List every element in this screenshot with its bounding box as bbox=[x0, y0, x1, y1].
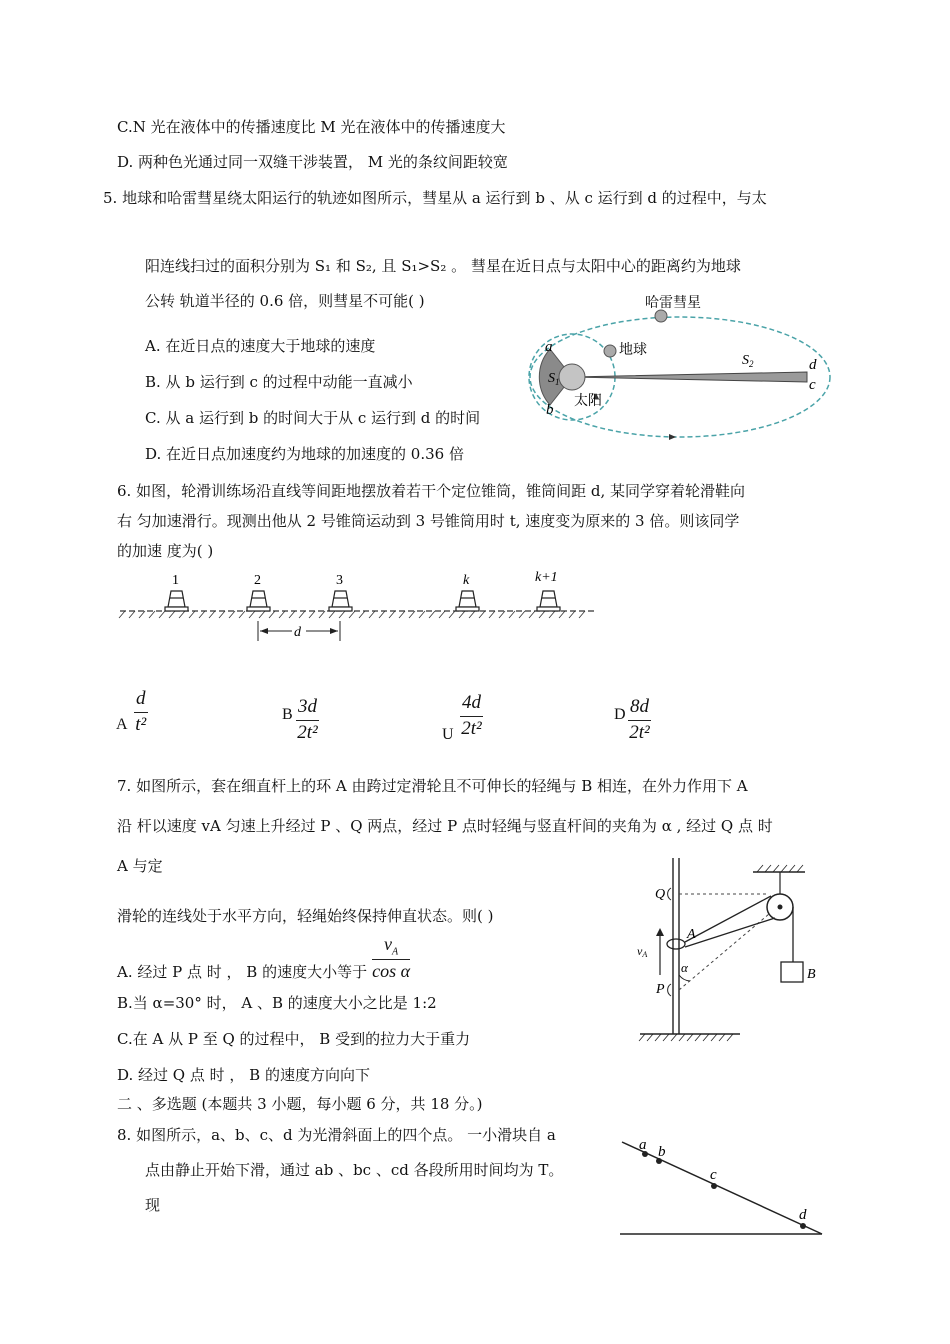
q6-cone-figure bbox=[115, 565, 600, 645]
point-d bbox=[800, 1223, 806, 1229]
cone-1 bbox=[165, 591, 188, 611]
q7-option-a-fraction bbox=[372, 934, 410, 982]
block-b bbox=[781, 962, 803, 982]
point-d-label: d bbox=[809, 357, 817, 373]
d-arrow-right-icon bbox=[330, 628, 338, 634]
q5-stem-line1: 5. 地球和哈雷彗星绕太阳运行的轨迹如图所示，彗星从 a 运行到 b 、从 c 运行到 d 的过程中，与太 bbox=[103, 189, 767, 207]
q6-option-a-denominator: t² bbox=[135, 714, 147, 735]
sun-label: 太阳 bbox=[574, 394, 602, 409]
s1-label: $S_1$ bbox=[548, 371, 560, 387]
q5-option-a: A. 在近日点的速度大于地球的速度 bbox=[145, 337, 376, 355]
floor-hatch bbox=[639, 1034, 733, 1041]
ceiling-hatch bbox=[757, 865, 803, 872]
q6-stem-line1: 6. 如图，轮滑训练场沿直线等间距地摆放着若干个定位锥筒，锥筒间距 d, 某同学穿着轮滑鞋向 bbox=[117, 482, 745, 500]
earth bbox=[604, 345, 616, 357]
q6-option-c-denominator: 2t² bbox=[461, 718, 482, 739]
s2-area bbox=[572, 372, 807, 382]
d-arrow-left-icon bbox=[260, 628, 268, 634]
q6-option-b-label: B bbox=[282, 706, 293, 723]
point-c-label: c bbox=[809, 377, 816, 393]
q5-option-b: B. 从 b 运行到 c 的过程中动能一直减小 bbox=[145, 373, 413, 391]
q6-option-c-numerator: 4d bbox=[460, 692, 483, 717]
q6-option-d-fraction bbox=[628, 696, 651, 744]
q6-option-a-label: A bbox=[116, 716, 128, 733]
incline-surface bbox=[622, 1142, 822, 1234]
va-label: vA bbox=[637, 944, 648, 959]
q4-option-c: C.N 光在液体中的传播速度比 M 光在液体中的传播速度大 bbox=[117, 118, 506, 136]
point-a-label: a bbox=[545, 339, 553, 355]
q7-pulley-figure bbox=[635, 850, 825, 1045]
q8-stem-line1: 8. 如图所示，a、b、c、d 为光滑斜面上的四个点。 一小滑块自 a bbox=[117, 1126, 556, 1144]
q6-stem-line2: 右 匀加速滑行。现测出他从 2 号锥筒运动到 3 号锥筒用时 t, 速度变为原来的 3 倍。则该同学 bbox=[117, 512, 740, 530]
q5-option-d: D. 在近日点加速度约为地球的加速度的 0.36 倍 bbox=[145, 445, 464, 463]
p-dashed-line bbox=[679, 914, 769, 990]
q-label: Q bbox=[655, 887, 666, 902]
point-c bbox=[711, 1183, 717, 1189]
q7-option-d: D. 经过 Q 点 时 ， B 的速度方向向下 bbox=[117, 1066, 370, 1084]
q6-option-c-label: U bbox=[442, 726, 454, 743]
q7-option-a bbox=[117, 962, 367, 982]
q6-stem-line3: 的加速 度为( ) bbox=[117, 542, 214, 560]
q6-option-b-numerator: 3d bbox=[296, 696, 319, 721]
q7-stem-line2: 沿 杆以速度 vA 匀速上升经过 P 、Q 两点，经过 P 点时轻绳与竖直杆间的夹角为 α , 经过 Q 点 时 bbox=[117, 817, 773, 835]
point-b-label: b bbox=[546, 402, 554, 418]
ring-a bbox=[667, 939, 685, 949]
cone-label-3: 3 bbox=[336, 573, 343, 588]
cone-label-2: 2 bbox=[254, 573, 261, 588]
q7-option-a-numerator: $v_A$ bbox=[372, 934, 410, 960]
q7-stem-line4: 滑轮的连线处于水平方向，轻绳始终保持伸直状态。则( ) bbox=[117, 907, 494, 925]
q6-option-b-fraction bbox=[296, 696, 319, 744]
ground-hatch bbox=[119, 611, 585, 618]
b-label: B bbox=[807, 967, 816, 982]
q4-option-d: D. 两种色光通过同一双缝干涉装置， M 光的条纹间距较宽 bbox=[117, 153, 508, 171]
point-d-label: d bbox=[799, 1207, 807, 1223]
cone-k-plus-1 bbox=[537, 591, 560, 611]
d-label: d bbox=[294, 625, 301, 640]
earth-label: 地球 bbox=[619, 343, 647, 358]
q8-incline-figure bbox=[610, 1130, 830, 1240]
orbit-direction-arrow-icon bbox=[669, 434, 676, 440]
q7-option-a-text: A. 经过 P 点 时 ， B 的速度大小等于 bbox=[117, 963, 368, 981]
q8-stem-line3: 现 bbox=[145, 1196, 161, 1214]
q6-option-b-denominator: 2t² bbox=[297, 722, 318, 743]
cone-3 bbox=[329, 591, 352, 611]
point-b-label: b bbox=[658, 1144, 666, 1160]
q6-option-a-numerator: d bbox=[134, 688, 148, 713]
point-c-label: c bbox=[710, 1167, 717, 1183]
q5-orbit-figure bbox=[520, 285, 835, 445]
q6-option-d-label: D bbox=[614, 706, 626, 723]
alpha-label: α bbox=[681, 960, 688, 975]
q6-option-c-fraction bbox=[460, 692, 483, 740]
sun bbox=[559, 364, 585, 390]
cone-2 bbox=[247, 591, 270, 611]
cone-label-1: 1 bbox=[172, 573, 179, 588]
section2-heading: 二 、多选题 (本题共 3 小题，每小题 6 分，共 18 分。) bbox=[117, 1095, 483, 1113]
q7-stem-line3: A 与定 bbox=[117, 857, 163, 875]
a-label: A bbox=[687, 927, 696, 942]
comet-label: 哈雷彗星 bbox=[645, 296, 701, 311]
cone-label-k-plus-1: k+1 bbox=[535, 570, 558, 585]
cone-label-k: k bbox=[463, 573, 470, 588]
q7-option-a-denominator: cos α bbox=[372, 960, 411, 981]
q5-stem-line2: 阳连线扫过的面积分别为 S₁ 和 S₂, 且 S₁>S₂ 。 彗星在近日点与太阳中心的距离约为地球 bbox=[145, 257, 741, 275]
q6-option-d-denominator: 2t² bbox=[629, 722, 650, 743]
q6-option-d-numerator: 8d bbox=[628, 696, 651, 721]
p-label: P bbox=[656, 982, 665, 997]
q5-option-c: C. 从 a 运行到 b 的时间大于从 c 运行到 d 的时间 bbox=[145, 409, 481, 427]
q7-option-c: C.在 A 从 P 至 Q 的过程中， B 受到的拉力大于重力 bbox=[117, 1030, 471, 1048]
velocity-arrow-head-icon bbox=[656, 928, 664, 936]
comet bbox=[655, 310, 667, 322]
q6-option-a-fraction bbox=[134, 688, 148, 736]
q8-stem-line2: 点由静止开始下滑，通过 ab 、bc 、cd 各段所用时间均为 T。 bbox=[145, 1161, 564, 1179]
s2-label: $S_2$ bbox=[742, 353, 754, 369]
cone-k bbox=[456, 591, 479, 611]
q7-stem-line1: 7. 如图所示，套在细直杆上的环 A 由跨过定滑轮且不可伸长的轻绳与 B 相连，在外力作用下 A bbox=[117, 777, 748, 795]
q7-option-b: B.当 α=30° 时， A 、B 的速度大小之比是 1:2 bbox=[117, 994, 437, 1012]
point-a-label: a bbox=[639, 1137, 647, 1153]
rope-a bbox=[685, 896, 771, 942]
q5-stem-line3: 公转 轨道半径的 0.6 倍，则彗星不可能( ) bbox=[145, 292, 425, 310]
